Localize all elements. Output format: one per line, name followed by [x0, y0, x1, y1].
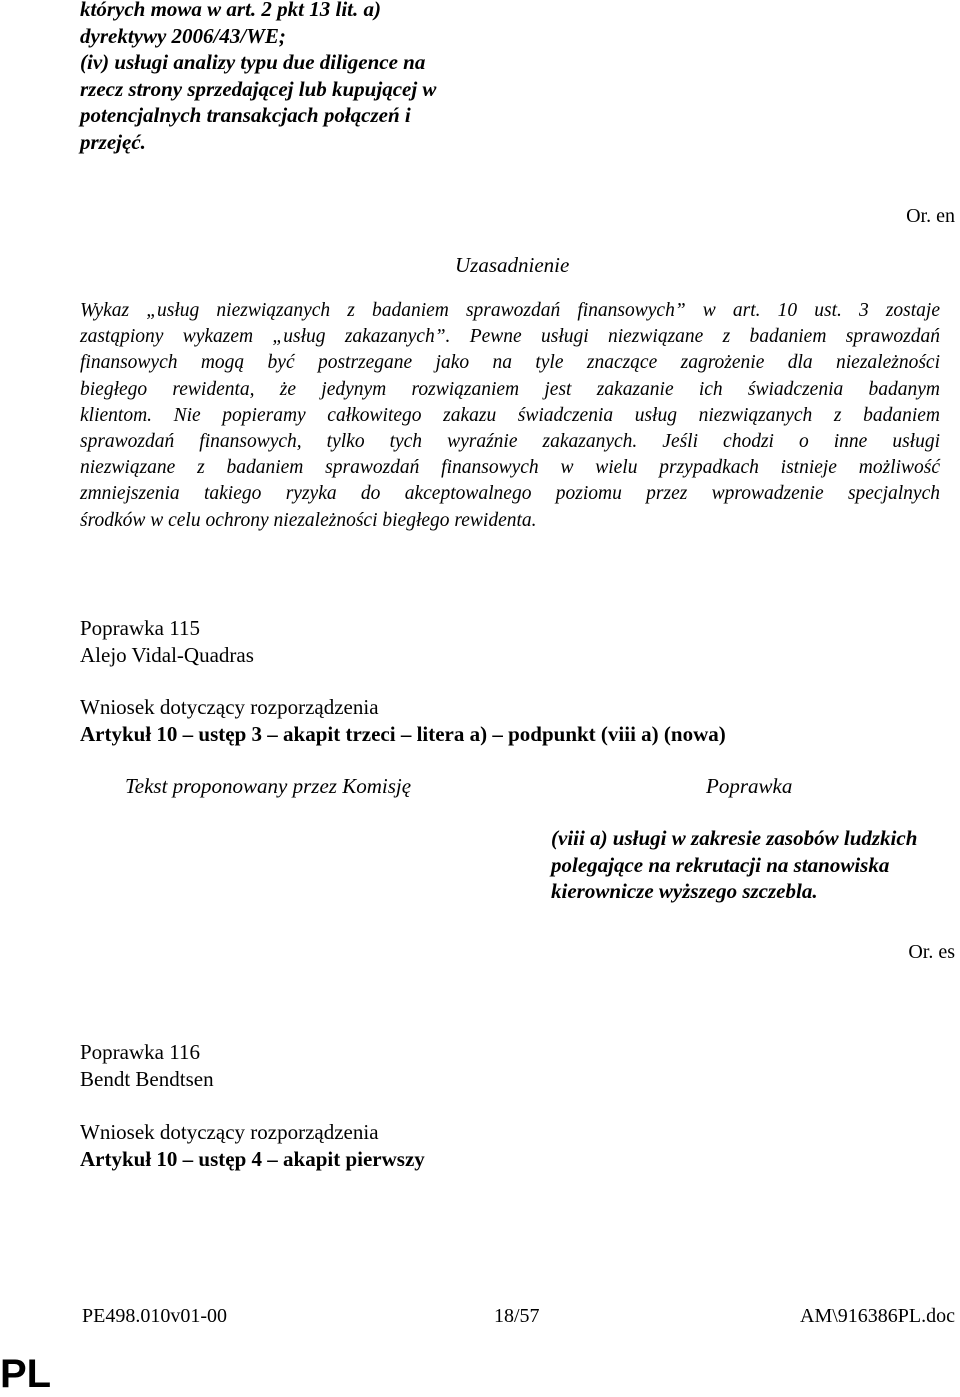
text-line: Wykaz „usług niezwiązanych z badaniem sprawozdań finansowych” w art. 10 ust. 3 zostaje — [80, 300, 940, 321]
original-language-en: Or. en — [906, 205, 955, 227]
text-line: finansowych mogą być postrzegane jako na tyle znaczące zagrożenie dla niezależności — [80, 352, 940, 374]
proposal-type: Wniosek dotyczący rozporządzenia — [80, 1120, 379, 1144]
text-line: biegłego rewidenta, że jedynym rozwiązaniem jest zakazanie ich świadczenia badanym — [80, 378, 940, 400]
text-line: kierownicze wyższego szczebla. — [551, 879, 818, 903]
article-reference: Artykuł 10 – ustęp 4 – akapit pierwszy — [80, 1147, 425, 1171]
article-reference: Artykuł 10 – ustęp 3 – akapit trzeci – litera a) – podpunkt (viii a) (nowa) — [80, 722, 726, 746]
language-mark: PL — [0, 1352, 52, 1396]
text-line: klientom. Nie popieramy całkowitego zakazu świadczenia usług niezwiązanych z badaniem — [80, 404, 940, 426]
justification-title: Uzasadnienie — [455, 253, 570, 277]
proposal-type: Wniosek dotyczący rozporządzenia — [80, 695, 379, 719]
text-line: dyrektywy 2006/43/WE; — [80, 23, 286, 48]
amendment-text — [551, 825, 917, 905]
text-line: sprawozdań finansowych, tylko tych wyraźnie zakazanych. Jeśli chodzi o inne usługi — [80, 431, 940, 453]
footer-page-number: 18/57 — [494, 1305, 540, 1327]
column-header-amendment: Poprawka — [706, 774, 793, 798]
text-line: środków w celu ochrony niezależności biegłego rewidenta. — [80, 509, 537, 531]
text-line: polegające na rekrutacji na stanowiska — [551, 852, 890, 877]
amendment-author: Alejo Vidal-Quadras — [80, 643, 254, 667]
text-line: (viii a) usługi w zakresie zasobów ludzkich — [551, 826, 918, 850]
text-line: których mowa w art. 2 pkt 13 lit. a) — [80, 0, 382, 21]
column-header-commission: Tekst proponowany przez Komisję — [125, 774, 412, 798]
text-line: (iv) usługi analizy typu due diligence na — [80, 50, 426, 74]
text-line: przejęć. — [80, 129, 146, 154]
amendment-text-continuation — [80, 0, 436, 155]
amendment-number: Poprawka 116 — [80, 1040, 200, 1064]
justification-text — [80, 298, 940, 534]
amendment-number: Poprawka 115 — [80, 616, 200, 640]
text-line: niezwiązane z badaniem sprawozdań finansowych w wielu przypadkach istnieje możliwość — [80, 457, 940, 479]
text-line: zastąpiony wykazem „usług zakazanych”. Pewne usługi niezwiązane z badaniem sprawozdań — [80, 326, 940, 348]
footer-file-ref: AM\916386PL.doc — [800, 1305, 955, 1327]
footer-doc-ref: PE498.010v01-00 — [82, 1305, 227, 1327]
text-line: zmniejszenia takiego ryzyka do akceptowalnego poziomu przez wprowadzenie specjalnych — [80, 483, 940, 505]
amendment-author: Bendt Bendtsen — [80, 1067, 214, 1091]
original-language-es: Or. es — [908, 941, 955, 963]
text-line: potencjalnych transakcjach połączeń i — [80, 103, 411, 127]
text-line: rzecz strony sprzedającej lub kupującej w — [80, 76, 437, 101]
